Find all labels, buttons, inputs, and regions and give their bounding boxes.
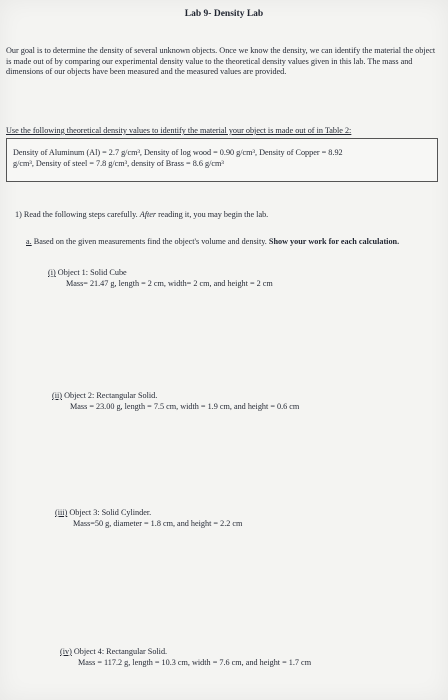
step-1-italic: After: [139, 210, 157, 219]
object-4: [60, 647, 311, 668]
part-a-instruction: [26, 237, 440, 248]
table-note: [6, 126, 444, 135]
object-1-measurements: Mass= 21.47 g, length = 2 cm, width= 2 cm, and height = 2 cm: [66, 278, 273, 288]
object-4-number: (iv): [60, 647, 72, 656]
object-2-measurements: Mass = 23.00 g, length = 7.5 cm, width = 1.9 cm, and height = 0.6 cm: [70, 401, 300, 411]
step-1-rest: reading it, you may begin the lab.: [158, 210, 269, 219]
part-a-label: a.: [26, 237, 32, 246]
step-1-instruction: [15, 210, 268, 219]
step-1-lead: 1) Read the following steps carefully.: [15, 210, 138, 219]
part-a-bold: Show your work for each calculation.: [268, 237, 400, 246]
object-1: [48, 268, 273, 289]
object-2: [52, 391, 299, 412]
table-note-text: Use the following theoretical density values to identify the material your object is made out of in Table 2:: [6, 126, 352, 135]
page-title: Lab 9- Density Lab: [184, 9, 264, 19]
density-line-1: Density of Aluminum (Al) = 2.7 g/cm³, Density of log wood = 0.90 g/cm³, Density of Copper = 8.92: [13, 148, 343, 157]
part-a-text: Based on the given measurements find the object's volume and density.: [33, 237, 267, 246]
object-3-number: (iii): [55, 508, 68, 517]
object-4-name: Object 4: Rectangular Solid.: [73, 647, 168, 656]
object-3-measurements: Mass=50 g, diameter = 1.8 cm, and height = 2.2 cm: [73, 518, 243, 528]
object-2-name: Object 2: Rectangular Solid.: [64, 391, 158, 400]
object-4-measurements: Mass = 117.2 g, length = 10.3 cm, width = 7.6 cm, and height = 1.7 cm: [78, 657, 312, 667]
density-line-2: g/cm³, Density of steel = 7.8 g/cm³, density of Brass = 8.6 g/cm³: [13, 159, 224, 168]
object-1-number: (i): [48, 268, 56, 277]
object-2-number: (ii): [52, 391, 63, 400]
intro-paragraph: Our goal is to determine the density of several unknown objects. Once we know the density, we can identify the material the object is made out of by comparing our experimental density value to the theoretical density values given in this lab. The mass and dimensions of our objects have been measured and the measured values are provided.: [6, 46, 436, 77]
density-values-box: [6, 138, 438, 182]
object-3: [55, 508, 242, 529]
object-3-name: Object 3: Solid Cylinder.: [69, 508, 152, 517]
object-1-name: Object 1: Solid Cube: [57, 268, 127, 277]
